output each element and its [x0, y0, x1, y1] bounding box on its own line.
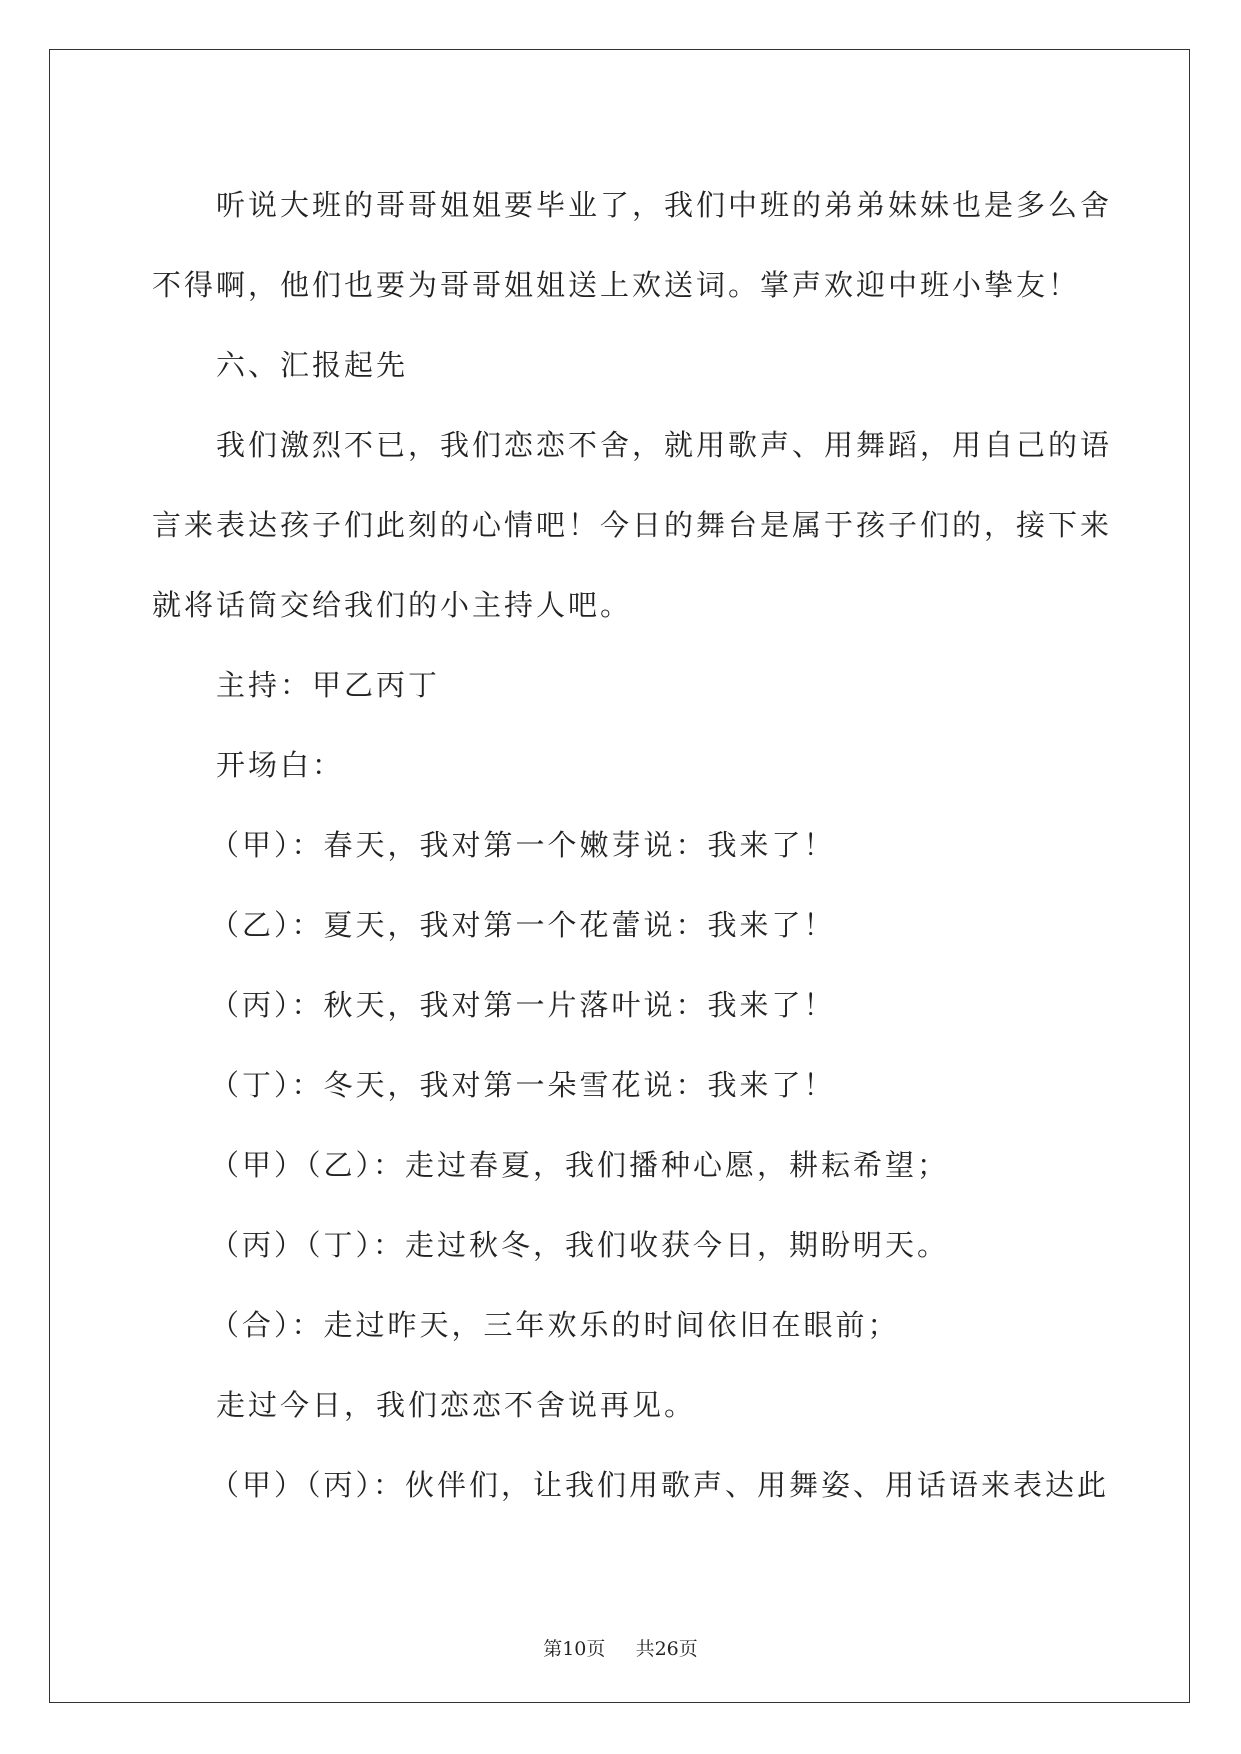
paragraph-line: 言来表达孩子们此刻的心情吧！今日的舞台是属于孩子们的，接下来 [152, 508, 1113, 542]
dialog-line: （甲）（乙）：走过春夏，我们播种心愿，耕耘希望； [210, 1148, 950, 1182]
dialog-line: （丙）（丁）：走过秋冬，我们收获今日，期盼明天。 [210, 1228, 950, 1262]
paragraph-line: 走过今日，我们恋恋不舍说再见。 [216, 1388, 697, 1422]
dialog-line: （丁）：冬天，我对第一朵雪花说：我来了！ [210, 1068, 836, 1102]
dialog-line: （乙）：夏天，我对第一个花蕾说：我来了！ [210, 908, 836, 942]
dialog-line: （丙）：秋天，我对第一片落叶说：我来了！ [210, 988, 836, 1022]
dialog-line: （甲）：春天，我对第一个嫩芽说：我来了！ [210, 828, 836, 862]
document-body [152, 165, 1113, 1525]
section-heading: 六、汇报起先 [216, 348, 409, 382]
paragraph-line: 主持：甲乙丙丁 [216, 668, 441, 702]
page-total: 共26页 [635, 1638, 698, 1660]
paragraph-line: 我们激烈不已，我们恋恋不舍，就用歌声、用舞蹈，用自己的语 [216, 428, 1113, 462]
page-number: 第10页 [543, 1638, 606, 1660]
paragraph-line: 开场白： [216, 748, 345, 782]
dialog-line: （合）：走过昨天，三年欢乐的时间依旧在眼前； [210, 1308, 900, 1342]
paragraph-line: 就将话筒交给我们的小主持人吧。 [152, 588, 633, 622]
paragraph-line: 听说大班的哥哥姐姐要毕业了，我们中班的弟弟妹妹也是多么舍 [216, 188, 1113, 222]
page-footer [0, 1634, 1241, 1661]
paragraph-line: 不得啊，他们也要为哥哥姐姐送上欢送词。掌声欢迎中班小挚友！ [152, 268, 1081, 302]
dialog-line: （甲）（丙）：伙伴们，让我们用歌声、用舞姿、用话语来表达此 [210, 1468, 1110, 1502]
